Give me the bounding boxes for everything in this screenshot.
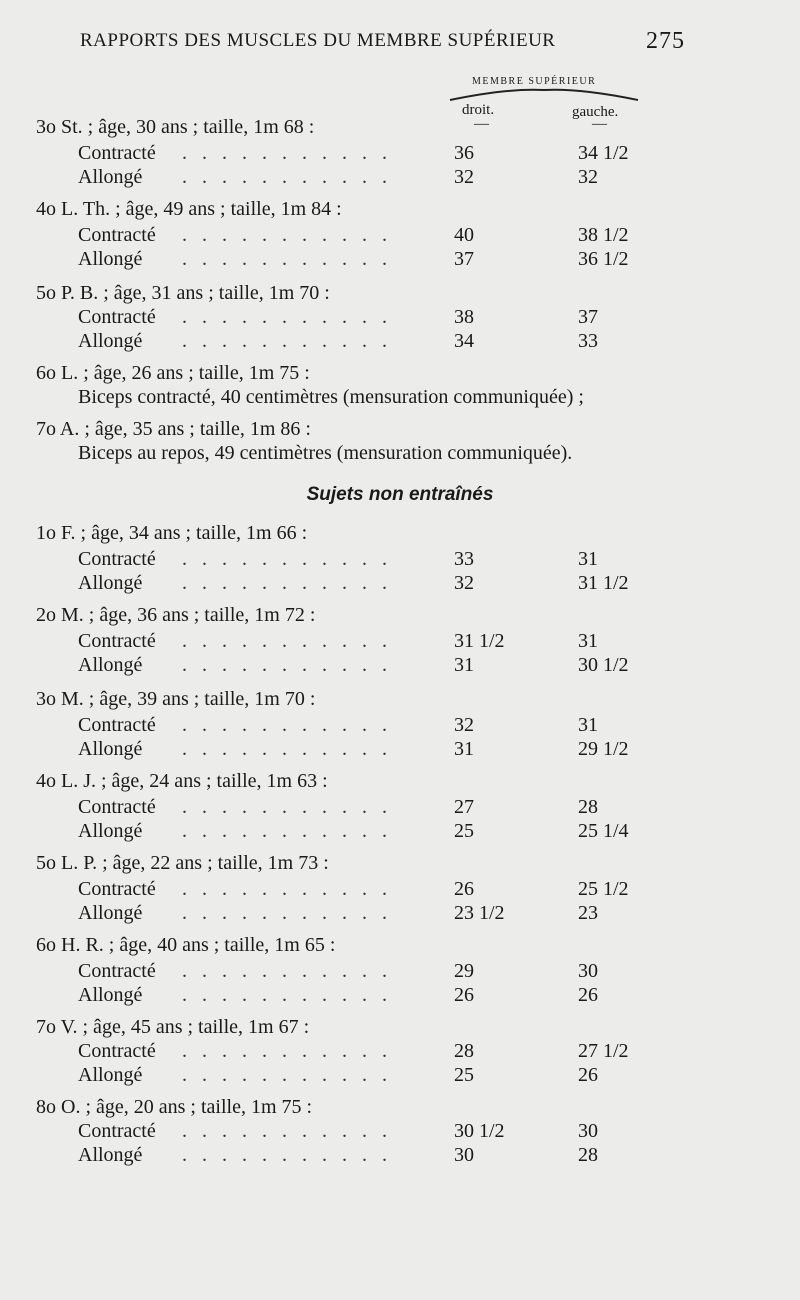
- value-left: 28: [578, 796, 598, 818]
- measure-label: Contracté: [78, 548, 156, 570]
- measure-label: Allongé: [78, 166, 143, 188]
- value-left: 31: [578, 630, 598, 652]
- value-right: 30 1/2: [454, 1120, 505, 1142]
- leader-dots: . . . . . . . . . . .: [182, 820, 392, 842]
- leader-dots: . . . . . . . . . . .: [182, 142, 392, 164]
- value-right: 25: [454, 820, 474, 842]
- value-left: 30: [578, 960, 598, 982]
- measure-row: [78, 820, 658, 846]
- subject-heading: 5o P. B. ; âge, 31 ans ; taille, 1m 70 :: [36, 282, 330, 304]
- value-left: 38 1/2: [578, 224, 629, 246]
- value-right: 32: [454, 714, 474, 736]
- measure-label: Allongé: [78, 1144, 143, 1166]
- measure-row: [78, 1064, 658, 1090]
- measure-label: Contracté: [78, 1040, 156, 1062]
- measure-label: Allongé: [78, 738, 143, 760]
- subject-heading: 4o L. Th. ; âge, 49 ans ; taille, 1m 84 :: [36, 198, 342, 220]
- value-left: 30: [578, 1120, 598, 1142]
- value-right: 32: [454, 572, 474, 594]
- leader-dots: . . . . . . . . . . .: [182, 714, 392, 736]
- value-right: 32: [454, 166, 474, 188]
- measure-row: [78, 796, 658, 822]
- measurement-note: Biceps contracté, 40 centimètres (mensuration communiquée) ;: [78, 386, 584, 408]
- value-left: 37: [578, 306, 598, 328]
- measure-row: [78, 878, 658, 904]
- leader-dots: . . . . . . . . . . .: [182, 330, 392, 352]
- value-left: 25 1/2: [578, 878, 629, 900]
- value-right: 34: [454, 330, 474, 352]
- value-left: 25 1/4: [578, 820, 629, 842]
- measure-label: Allongé: [78, 820, 143, 842]
- leader-dots: . . . . . . . . . . .: [182, 306, 392, 328]
- value-right: 36: [454, 142, 474, 164]
- column-group-label: MEMBRE SUPÉRIEUR: [472, 76, 597, 87]
- value-left: 26: [578, 1064, 598, 1086]
- column-header-right: droit.: [462, 102, 495, 118]
- subject-heading: 3o M. ; âge, 39 ans ; taille, 1m 70 :: [36, 688, 316, 710]
- leader-dots: . . . . . . . . . . .: [182, 1120, 392, 1142]
- value-right: 37: [454, 248, 474, 270]
- measure-label: Contracté: [78, 306, 156, 328]
- column-header-group: [448, 76, 640, 136]
- measure-row: [78, 984, 658, 1010]
- measure-label: Contracté: [78, 224, 156, 246]
- leader-dots: . . . . . . . . . . .: [182, 1040, 392, 1062]
- leader-dots: . . . . . . . . . . .: [182, 224, 392, 246]
- value-right: 27: [454, 796, 474, 818]
- subject-heading: 3o St. ; âge, 30 ans ; taille, 1m 68 :: [36, 116, 315, 138]
- measure-row: [78, 1120, 658, 1146]
- subject-heading: 2o M. ; âge, 36 ans ; taille, 1m 72 :: [36, 604, 316, 626]
- leader-dots: . . . . . . . . . . .: [182, 548, 392, 570]
- measure-row: [78, 960, 658, 986]
- measure-label: Allongé: [78, 330, 143, 352]
- page-number: 275: [646, 28, 685, 54]
- value-right: 31: [454, 738, 474, 760]
- value-left: 31 1/2: [578, 572, 629, 594]
- measure-label: Contracté: [78, 796, 156, 818]
- value-right: 26: [454, 984, 474, 1006]
- brace-icon: [448, 84, 640, 104]
- value-left: 36 1/2: [578, 248, 629, 270]
- value-right: 33: [454, 548, 474, 570]
- value-left: 30 1/2: [578, 654, 629, 676]
- subject-heading: 6o L. ; âge, 26 ans ; taille, 1m 75 :: [36, 362, 310, 384]
- measure-row: [78, 306, 658, 332]
- value-right: 26: [454, 878, 474, 900]
- subject-heading: 7o A. ; âge, 35 ans ; taille, 1m 86 :: [36, 418, 311, 440]
- value-right: 29: [454, 960, 474, 982]
- measure-row: [78, 902, 658, 928]
- leader-dots: . . . . . . . . . . .: [182, 572, 392, 594]
- value-left: 31: [578, 548, 598, 570]
- value-left: 29 1/2: [578, 738, 629, 760]
- value-right: 31 1/2: [454, 630, 505, 652]
- measure-label: Allongé: [78, 248, 143, 270]
- value-left: 28: [578, 1144, 598, 1166]
- measurement-note: Biceps au repos, 49 centimètres (mensuration communiquée).: [78, 442, 573, 464]
- leader-dots: . . . . . . . . . . .: [182, 902, 392, 924]
- value-left: 23: [578, 902, 598, 924]
- measure-row: [78, 654, 658, 680]
- value-right: 38: [454, 306, 474, 328]
- measure-row: [78, 548, 658, 574]
- value-left: 33: [578, 330, 598, 352]
- measure-label: Allongé: [78, 1064, 143, 1086]
- value-left: 27 1/2: [578, 1040, 629, 1062]
- leader-dots: . . . . . . . . . . .: [182, 878, 392, 900]
- measure-label: Allongé: [78, 654, 143, 676]
- column-dash: —: [474, 116, 489, 132]
- leader-dots: . . . . . . . . . . .: [182, 984, 392, 1006]
- measure-row: [78, 714, 658, 740]
- subject-heading: 6o H. R. ; âge, 40 ans ; taille, 1m 65 :: [36, 934, 336, 956]
- measure-label: Contracté: [78, 878, 156, 900]
- value-right: 31: [454, 654, 474, 676]
- measure-row: [78, 1144, 658, 1170]
- measure-label: Contracté: [78, 714, 156, 736]
- leader-dots: . . . . . . . . . . .: [182, 960, 392, 982]
- measure-row: [78, 166, 658, 192]
- column-dash: —: [592, 116, 607, 132]
- measure-label: Contracté: [78, 630, 156, 652]
- subject-heading: 8o O. ; âge, 20 ans ; taille, 1m 75 :: [36, 1096, 313, 1118]
- measure-label: Contracté: [78, 142, 156, 164]
- measure-label: Allongé: [78, 572, 143, 594]
- leader-dots: . . . . . . . . . . .: [182, 796, 392, 818]
- measure-label: Allongé: [78, 902, 143, 924]
- subject-heading: 5o L. P. ; âge, 22 ans ; taille, 1m 73 :: [36, 852, 329, 874]
- measure-row: [78, 224, 658, 250]
- value-right: 40: [454, 224, 474, 246]
- value-right: 30: [454, 1144, 474, 1166]
- measure-row: [78, 248, 658, 274]
- measure-label: Contracté: [78, 1120, 156, 1142]
- section-title: Sujets non entraînés: [306, 484, 494, 505]
- column-header-left: gauche.: [572, 104, 619, 120]
- leader-dots: . . . . . . . . . . .: [182, 248, 392, 270]
- measure-row: [78, 1040, 658, 1066]
- measure-label: Allongé: [78, 984, 143, 1006]
- leader-dots: . . . . . . . . . . .: [182, 1064, 392, 1086]
- measure-row: [78, 572, 658, 598]
- running-title: RAPPORTS DES MUSCLES DU MEMBRE SUPÉRIEUR: [80, 30, 556, 51]
- subject-heading: 7o V. ; âge, 45 ans ; taille, 1m 67 :: [36, 1016, 310, 1038]
- value-right: 25: [454, 1064, 474, 1086]
- leader-dots: . . . . . . . . . . .: [182, 630, 392, 652]
- leader-dots: . . . . . . . . . . .: [182, 1144, 392, 1166]
- leader-dots: . . . . . . . . . . .: [182, 654, 392, 676]
- subject-heading: 4o L. J. ; âge, 24 ans ; taille, 1m 63 :: [36, 770, 328, 792]
- value-right: 28: [454, 1040, 474, 1062]
- leader-dots: . . . . . . . . . . .: [182, 166, 392, 188]
- subject-heading: 1o F. ; âge, 34 ans ; taille, 1m 66 :: [36, 522, 308, 544]
- measure-label: Contracté: [78, 960, 156, 982]
- value-right: 23 1/2: [454, 902, 505, 924]
- measure-row: [78, 142, 658, 168]
- value-left: 26: [578, 984, 598, 1006]
- measure-row: [78, 630, 658, 656]
- value-left: 31: [578, 714, 598, 736]
- measure-row: [78, 738, 658, 764]
- leader-dots: . . . . . . . . . . .: [182, 738, 392, 760]
- value-left: 32: [578, 166, 598, 188]
- value-left: 34 1/2: [578, 142, 629, 164]
- measure-row: [78, 330, 658, 356]
